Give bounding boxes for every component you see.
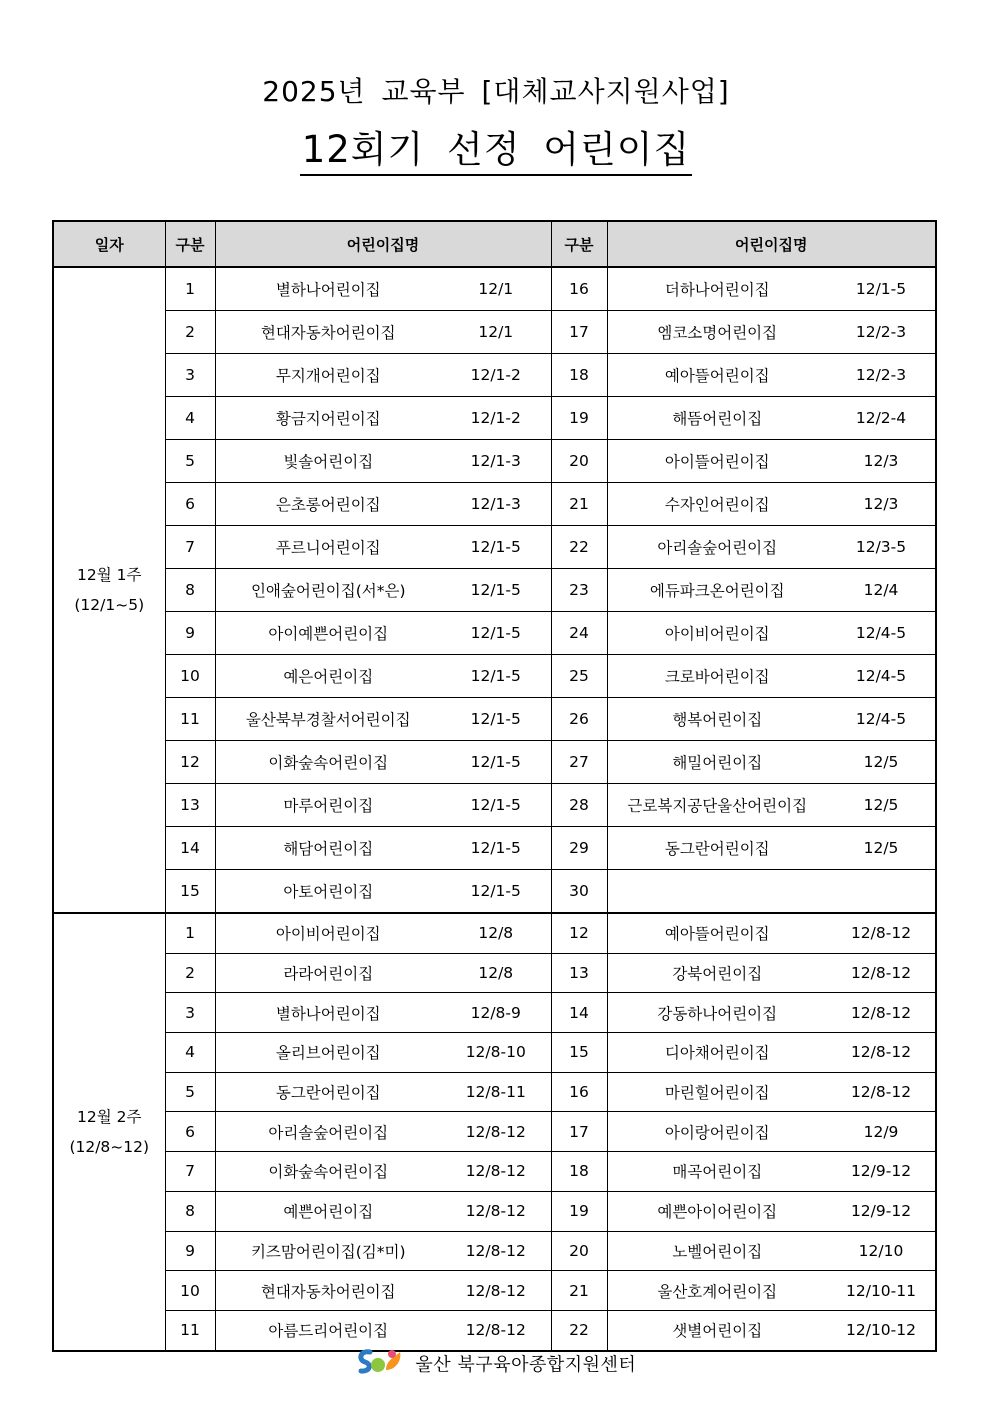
date-range-right: 12/2-4: [827, 397, 936, 440]
date-range-right: [827, 870, 936, 914]
row-number-right: 12: [551, 913, 607, 953]
table-row: [53, 1112, 936, 1152]
table-row: [53, 1152, 936, 1192]
daycare-name-right: 해밀어린이집: [607, 741, 827, 784]
date-range-left: 12/1-2: [441, 397, 551, 440]
date-range-left: 12/8-12: [441, 1112, 551, 1152]
daycare-name-left: 인애숲어린이집(서*은): [215, 569, 441, 612]
daycare-name-right: 노벨어린이집: [607, 1231, 827, 1271]
row-number-left: 2: [165, 953, 215, 993]
table-row: [53, 655, 936, 698]
date-range-right: 12/8-12: [827, 993, 936, 1033]
row-number-right: 24: [551, 612, 607, 655]
date-range-left: 12/8-12: [441, 1152, 551, 1192]
daycare-name-right: 크로바어린이집: [607, 655, 827, 698]
row-number-left: 6: [165, 1112, 215, 1152]
row-number-right: 14: [551, 993, 607, 1033]
row-number-right: 15: [551, 1033, 607, 1073]
date-range-right: 12/9-12: [827, 1191, 936, 1231]
date-range-right: 12/9: [827, 1112, 936, 1152]
row-number-left: 14: [165, 827, 215, 870]
date-range-left: 12/1-5: [441, 870, 551, 914]
daycare-name-right: 매곡어린이집: [607, 1152, 827, 1192]
date-range-left: 12/1-5: [441, 741, 551, 784]
daycare-name-left: 현대자동차어린이집: [215, 1271, 441, 1311]
row-number-left: 3: [165, 354, 215, 397]
row-number-right: 26: [551, 698, 607, 741]
header-num-left: 구분: [165, 221, 215, 267]
row-number-right: 13: [551, 953, 607, 993]
table-row: [53, 612, 936, 655]
date-range-right: 12/3-5: [827, 526, 936, 569]
date-range-right: 12/8-12: [827, 953, 936, 993]
daycare-name-left: 동그란어린이집: [215, 1072, 441, 1112]
daycare-name-right: 마린힐어린이집: [607, 1072, 827, 1112]
date-range-right: 12/1-5: [827, 267, 936, 311]
date-range-left: 12/8-12: [441, 1310, 551, 1350]
daycare-name-right: 아이비어린이집: [607, 612, 827, 655]
document-title: 2025년 교육부 [대체교사지원사업]: [262, 75, 730, 108]
daycare-name-left: 키즈맘어린이집(김*미): [215, 1231, 441, 1271]
row-number-right: 20: [551, 1231, 607, 1271]
row-number-right: 23: [551, 569, 607, 612]
table-row: [53, 569, 936, 612]
row-number-left: 6: [165, 483, 215, 526]
row-number-right: 21: [551, 1271, 607, 1311]
date-range-left: 12/8-12: [441, 1191, 551, 1231]
daycare-name-left: 황금지어린이집: [215, 397, 441, 440]
daycare-name-left: 올리브어린이집: [215, 1033, 441, 1073]
date-range-right: 12/10-12: [827, 1310, 936, 1350]
daycare-name-right: 엠코소명어린이집: [607, 311, 827, 354]
date-range-right: 12/9-12: [827, 1152, 936, 1192]
daycare-name-right: 동그란어린이집: [607, 827, 827, 870]
date-range-left: 12/8: [441, 913, 551, 953]
date-range-right: 12/5: [827, 827, 936, 870]
table-row: [53, 1271, 936, 1311]
daycare-name-left: 이화숲속어린이집: [215, 741, 441, 784]
table-row: [53, 784, 936, 827]
date-range-left: 12/8-9: [441, 993, 551, 1033]
row-number-right: 27: [551, 741, 607, 784]
table-row: [53, 1310, 936, 1350]
date-range-left: 12/1-5: [441, 526, 551, 569]
center-logo-icon: [356, 1346, 404, 1381]
daycare-name-right: 아리솔숲어린이집: [607, 526, 827, 569]
row-number-left: 7: [165, 526, 215, 569]
row-number-left: 9: [165, 1231, 215, 1271]
table-header-row: [53, 221, 936, 267]
row-number-left: 12: [165, 741, 215, 784]
footer-org-name: 울산 북구육아종합지원센터: [415, 1354, 637, 1376]
date-range-right: 12/8-12: [827, 913, 936, 953]
table-row: [53, 354, 936, 397]
row-number-right: 30: [551, 870, 607, 914]
table-row: [53, 440, 936, 483]
header-name-left: 어린이집명: [215, 221, 551, 267]
schedule-table: [52, 220, 937, 1352]
date-range-right: 12/10: [827, 1231, 936, 1271]
table-row: [53, 827, 936, 870]
table-row: [53, 1033, 936, 1073]
row-number-right: 17: [551, 1112, 607, 1152]
daycare-name-left: 현대자동차어린이집: [215, 311, 441, 354]
week-cell: [53, 267, 165, 913]
date-range-left: 12/8-10: [441, 1033, 551, 1073]
daycare-name-left: 빛솔어린이집: [215, 440, 441, 483]
daycare-name-left: 아이비어린이집: [215, 913, 441, 953]
row-number-right: 18: [551, 1152, 607, 1192]
row-number-right: 28: [551, 784, 607, 827]
row-number-left: 10: [165, 1271, 215, 1311]
date-range-right: 12/4-5: [827, 655, 936, 698]
week-label: 12월 2주: [77, 1107, 142, 1126]
row-number-right: 29: [551, 827, 607, 870]
date-range-right: 12/3: [827, 440, 936, 483]
daycare-name-right: 해뜸어린이집: [607, 397, 827, 440]
table-row: [53, 1191, 936, 1231]
date-range-left: 12/1: [441, 267, 551, 311]
header-name-right: 어린이집명: [607, 221, 936, 267]
table-row: [53, 913, 936, 953]
date-range-right: 12/5: [827, 784, 936, 827]
row-number-right: 22: [551, 1310, 607, 1350]
row-number-left: 8: [165, 569, 215, 612]
date-range-left: 12/1-5: [441, 612, 551, 655]
daycare-name-right: 근로복지공단울산어린이집: [607, 784, 827, 827]
date-range-right: 12/2-3: [827, 311, 936, 354]
row-number-right: 16: [551, 267, 607, 311]
daycare-name-right: 예아뜰어린이집: [607, 913, 827, 953]
date-range-left: 12/1-3: [441, 483, 551, 526]
daycare-name-left: 아토어린이집: [215, 870, 441, 914]
daycare-name-left: 울산북부경찰서어린이집: [215, 698, 441, 741]
week-range: (12/8~12): [69, 1137, 150, 1156]
daycare-name-right: 수자인어린이집: [607, 483, 827, 526]
daycare-name-right: 예쁜아이어린이집: [607, 1191, 827, 1231]
daycare-name-right: 강동하나어린이집: [607, 993, 827, 1033]
daycare-name-right: 샛별어린이집: [607, 1310, 827, 1350]
row-number-right: 19: [551, 397, 607, 440]
footer: [0, 1346, 992, 1381]
row-number-left: 1: [165, 267, 215, 311]
week-cell: [53, 913, 165, 1351]
date-range-left: 12/8-12: [441, 1271, 551, 1311]
table-row: [53, 397, 936, 440]
row-number-left: 7: [165, 1152, 215, 1192]
row-number-left: 11: [165, 698, 215, 741]
row-number-left: 11: [165, 1310, 215, 1350]
row-number-right: 20: [551, 440, 607, 483]
table-row: [53, 870, 936, 914]
date-range-left: 12/1-3: [441, 440, 551, 483]
date-range-left: 12/8-11: [441, 1072, 551, 1112]
daycare-name-left: 이화숲속어린이집: [215, 1152, 441, 1192]
daycare-name-left: 아이예쁜어린이집: [215, 612, 441, 655]
row-number-left: 1: [165, 913, 215, 953]
row-number-right: 19: [551, 1191, 607, 1231]
table-row: [53, 953, 936, 993]
daycare-name-right: 울산호계어린이집: [607, 1271, 827, 1311]
daycare-name-left: 라라어린이집: [215, 953, 441, 993]
daycare-name-right: 아이랑어린이집: [607, 1112, 827, 1152]
daycare-name-right: 행복어린이집: [607, 698, 827, 741]
daycare-name-left: 마루어린이집: [215, 784, 441, 827]
row-number-left: 5: [165, 440, 215, 483]
date-range-right: 12/2-3: [827, 354, 936, 397]
daycare-name-right: 에듀파크온어린이집: [607, 569, 827, 612]
date-range-left: 12/1: [441, 311, 551, 354]
table-row: [53, 1072, 936, 1112]
week-label: 12월 1주: [77, 566, 142, 584]
header-num-right: 구분: [551, 221, 607, 267]
date-range-left: 12/8-12: [441, 1231, 551, 1271]
table-row: [53, 741, 936, 784]
date-range-left: 12/1-5: [441, 655, 551, 698]
date-range-left: 12/1-5: [441, 698, 551, 741]
row-number-right: 18: [551, 354, 607, 397]
table-row: [53, 698, 936, 741]
daycare-name-right: [607, 870, 827, 914]
row-number-left: 8: [165, 1191, 215, 1231]
daycare-name-right: 더하나어린이집: [607, 267, 827, 311]
row-number-left: 15: [165, 870, 215, 914]
daycare-name-left: 아름드리어린이집: [215, 1310, 441, 1350]
row-number-right: 17: [551, 311, 607, 354]
row-number-left: 2: [165, 311, 215, 354]
date-range-right: 12/8-12: [827, 1033, 936, 1073]
row-number-left: 5: [165, 1072, 215, 1112]
table-row: [53, 526, 936, 569]
date-range-right: 12/3: [827, 483, 936, 526]
table-row: [53, 311, 936, 354]
date-range-left: 12/1-5: [441, 784, 551, 827]
row-number-right: 25: [551, 655, 607, 698]
row-number-right: 22: [551, 526, 607, 569]
row-number-right: 16: [551, 1072, 607, 1112]
row-number-left: 4: [165, 1033, 215, 1073]
daycare-name-right: 강북어린이집: [607, 953, 827, 993]
date-range-right: 12/4-5: [827, 698, 936, 741]
daycare-name-left: 푸르니어린이집: [215, 526, 441, 569]
daycare-name-left: 예은어린이집: [215, 655, 441, 698]
daycare-name-left: 별하나어린이집: [215, 267, 441, 311]
date-range-right: 12/4-5: [827, 612, 936, 655]
table-row: [53, 993, 936, 1033]
date-range-right: 12/4: [827, 569, 936, 612]
row-number-left: 4: [165, 397, 215, 440]
table-row: [53, 267, 936, 311]
daycare-name-left: 별하나어린이집: [215, 993, 441, 1033]
date-range-right: 12/5: [827, 741, 936, 784]
daycare-name-left: 아리솔숲어린이집: [215, 1112, 441, 1152]
document-subtitle-text: 12회기 선정 어린이집: [300, 128, 693, 176]
date-range-left: 12/8: [441, 953, 551, 993]
document-subtitle: [0, 128, 992, 176]
table-row: [53, 1231, 936, 1271]
row-number-left: 13: [165, 784, 215, 827]
date-range-right: 12/8-12: [827, 1072, 936, 1112]
row-number-left: 3: [165, 993, 215, 1033]
table-row: [53, 483, 936, 526]
date-range-left: 12/1-5: [441, 827, 551, 870]
daycare-name-right: 아이뜰어린이집: [607, 440, 827, 483]
row-number-right: 21: [551, 483, 607, 526]
date-range-right: 12/10-11: [827, 1271, 936, 1311]
daycare-name-left: 예쁜어린이집: [215, 1191, 441, 1231]
date-range-left: 12/1-5: [441, 569, 551, 612]
daycare-name-left: 무지개어린이집: [215, 354, 441, 397]
header-date: 일자: [53, 221, 165, 267]
date-range-left: 12/1-2: [441, 354, 551, 397]
daycare-name-right: 예아뜰어린이집: [607, 354, 827, 397]
row-number-left: 10: [165, 655, 215, 698]
week-range: (12/1~5): [74, 596, 145, 614]
row-number-left: 9: [165, 612, 215, 655]
daycare-name-right: 디아채어린이집: [607, 1033, 827, 1073]
daycare-name-left: 은초롱어린이집: [215, 483, 441, 526]
daycare-name-left: 해담어린이집: [215, 827, 441, 870]
